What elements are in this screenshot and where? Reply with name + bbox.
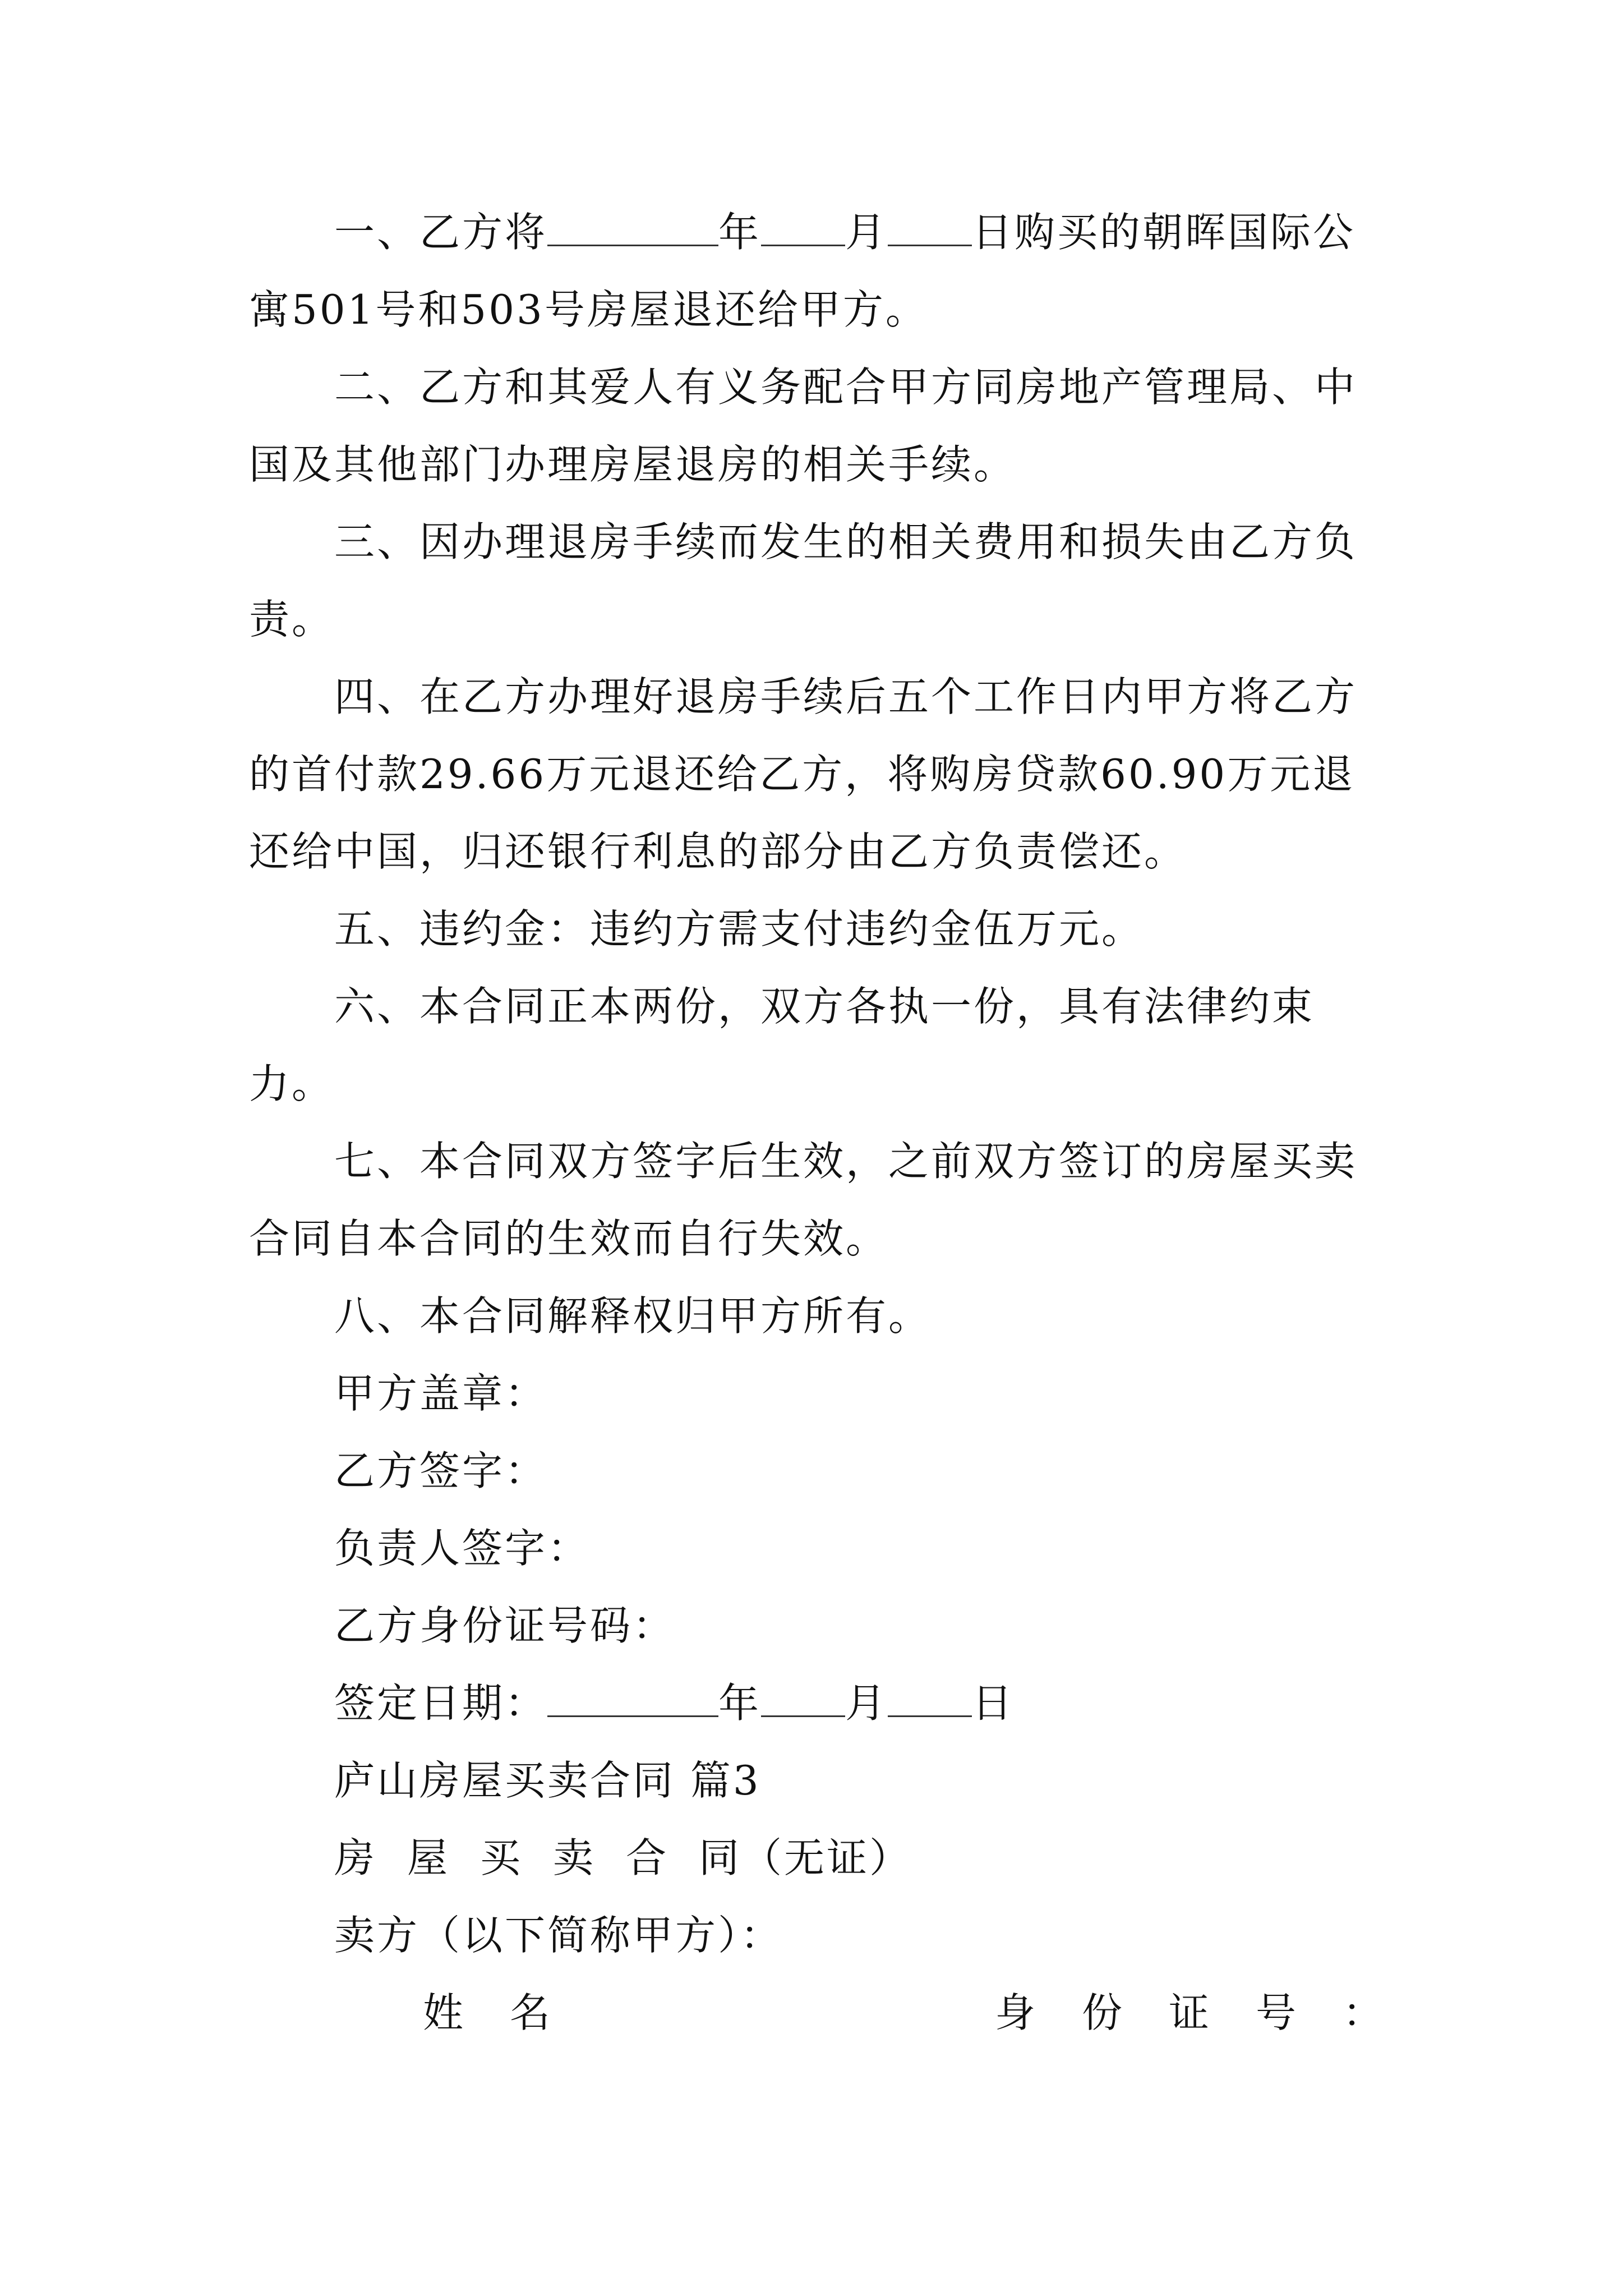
- party-b-sign-line: 乙方签字：: [334, 1447, 548, 1494]
- sign-date-label: 签定日期：: [334, 1680, 548, 1727]
- title-char: 买: [480, 1834, 523, 1881]
- seller-line: 卖方（以下简称甲方）：: [334, 1912, 783, 1959]
- seller-name-id-row: [249, 1974, 1386, 2051]
- clause-1-text-end: 日购买的朝晖国际公寓501号和503号房屋退还给甲方。: [249, 209, 1356, 333]
- sign-date-blank-year: [547, 1682, 718, 1717]
- responsible-sign-line: 负责人签字：: [334, 1525, 591, 1572]
- clause-2: 二、乙方和其爱人有义务配合甲方同房地产管理局、中国及其他部门办理房屋退房的相关手续。: [249, 364, 1358, 488]
- sign-date-blank-month: [761, 1682, 845, 1717]
- sign-date-year-label: 年: [718, 1680, 762, 1727]
- clause-6: 六、本合同正本两份，双方各执一份，具有法律约束力。: [249, 983, 1315, 1107]
- title-char: 房: [334, 1834, 377, 1881]
- clause-1-text-start: 一、乙方将: [334, 209, 548, 256]
- title-char: 卖: [553, 1834, 596, 1881]
- clause-1-month-label: 月: [845, 209, 888, 256]
- id-char: 身: [995, 1989, 1038, 2036]
- sign-date-month-label: 月: [845, 1680, 888, 1727]
- party-a-seal-line: 甲方盖章：: [334, 1370, 548, 1417]
- id-char: 份: [1082, 1989, 1125, 2036]
- blank-year: [547, 211, 718, 246]
- sign-date-blank-day: [888, 1682, 972, 1717]
- name-char: 名: [510, 1989, 553, 2036]
- clause-1-year-label: 年: [718, 209, 762, 256]
- clause-8: 八、本合同解释权归甲方所有。: [334, 1292, 932, 1340]
- clause-7: 七、本合同双方签字后生效，之前双方签订的房屋买卖合同自本合同的生效而自行失效。: [249, 1138, 1358, 1262]
- title-char: 屋: [407, 1834, 450, 1881]
- title-char: 合: [626, 1834, 669, 1881]
- title-tail: 同（无证）: [699, 1834, 912, 1881]
- sign-date-day-label: 日: [972, 1680, 1015, 1727]
- clause-3: 三、因办理退房手续而发生的相关费用和损失由乙方负责。: [249, 518, 1358, 643]
- party-b-id-line: 乙方身份证号码：: [334, 1602, 676, 1649]
- name-char: 姓: [423, 1989, 466, 2036]
- section-heading: 庐山房屋买卖合同 篇3: [334, 1757, 761, 1804]
- blank-month: [761, 211, 845, 246]
- contract-title: [249, 1819, 1382, 1897]
- id-number-label: [995, 1974, 1430, 2051]
- id-char: ：: [1343, 1989, 1386, 2036]
- document-body: [249, 194, 1386, 2051]
- sign-date-line: [249, 1664, 1382, 1742]
- id-char: 号: [1256, 1989, 1299, 2036]
- blank-day: [888, 211, 972, 246]
- clause-5: 五、违约金：违约方需支付违约金伍万元。: [334, 905, 1145, 953]
- clause-4: 四、在乙方办理好退房手续后五个工作日内甲方将乙方的首付款29.66万元退还给乙方，将购房贷款60.90万元退还给中国，归还银行利息的部分由乙方负责偿还。: [249, 673, 1358, 875]
- clause-1: [249, 194, 1382, 348]
- id-char: 证: [1169, 1989, 1212, 2036]
- name-label: [423, 1974, 597, 2051]
